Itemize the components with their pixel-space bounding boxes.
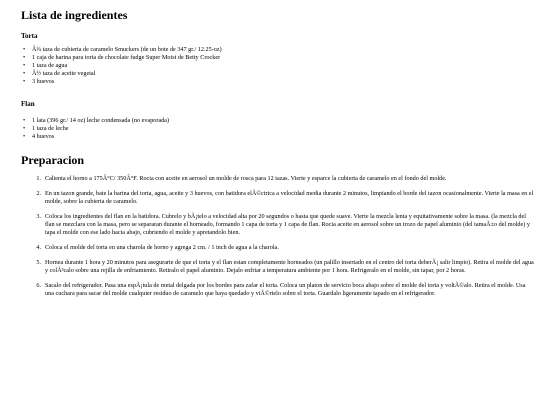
list-item: • Â½ taza de aceite vegetal xyxy=(21,70,521,78)
list-item: • 3 huevos xyxy=(21,78,521,86)
step-number: 6. xyxy=(36,282,41,289)
torta-ingredient-list xyxy=(21,46,521,86)
step-item xyxy=(21,190,540,206)
step-item xyxy=(21,244,540,252)
step-number: 5. xyxy=(36,259,41,266)
step-text: Hornea durante 1 hora y 20 minutos para asegurarte de que el torta y el flan estan completamente horneados (un palillo insertado en el centro del torta deberÃ¡ salir limpio). Retira el molde del agua y colÃ³calo sobre una rejilla de enfriamiento. Retiralo el papel aluminio. Dejalo enfriar a temperatura ambiente por 1 hora. Refrigeralo en el molde, sin tapar, por 2 horas. xyxy=(45,259,534,274)
step-number: 2. xyxy=(36,190,41,197)
step-text: Calienta el horno a 175Â°C/ 350Â°F. Rocia con aceite en aerosol un molde de rosca para 12 tazas. Vierte y esparce la cubierta de caramelo en el fondo del molde. xyxy=(45,175,447,182)
step-text: En un tazon grande, bate la harina del torta, agua, aceite y 3 huevos, con batidora elÃ©ctrica a velocidad media durante 2 minutos, limpiando el borde del tazon ocasionalmente. Vierte la masa en el molde, sobre la cubierta de caramelo. xyxy=(45,190,534,205)
list-item: • 1 caja de harina para torta de chocolate fudge Super Moist de Betty Crocker xyxy=(21,54,521,62)
list-item: • 1 lata (396 gr./ 14 oz) leche condensada (no evaporada) xyxy=(21,117,521,125)
list-item: • 1 taza de agua xyxy=(21,62,521,70)
step-text: Coloca el molde del torta en una charola de horno y agrega 2 cm. / 1 inch de agua a la charola. xyxy=(45,244,279,251)
step-number: 3. xyxy=(36,213,41,220)
page-title: Lista de ingredientes xyxy=(21,8,128,22)
list-item: • 1 taza de leche xyxy=(21,125,521,133)
preparacion-heading: Preparacion xyxy=(21,153,85,167)
step-text: Sacalo del refrigerador. Pasa una espÃ¡tula de metal delgada por los bordes para zafar el torta. Coloca un platon de servicio boca abajo sobre el molde del torta y voltÃ©alo. Retira el molde. Usa una cuchara para sacar del molde cualquier residuo de caramelo que haya quedado y viÃ©rtelo sobre el torta. Guardalo ligeramente tapado en el refrigerador. xyxy=(45,282,526,297)
preparacion-steps xyxy=(21,175,540,305)
flan-heading: Flan xyxy=(21,100,35,108)
step-item xyxy=(21,213,540,237)
step-number: 1. xyxy=(36,175,41,182)
torta-heading: Torta xyxy=(21,32,38,40)
step-item xyxy=(21,259,540,275)
list-item: • 4 huevos xyxy=(21,133,521,141)
step-item xyxy=(21,175,540,183)
flan-ingredient-list xyxy=(21,117,521,141)
step-text: Coloca los ingredientes del flan en la batidora. Cubrelo y bÃ¡telo a velocidad alta por 20 segundos o hasta que quede suave. Vierte la mezcla lenta y equitativamente sobre la masa. (la mezcla del flan se mezclara con la masa, pero se separaran durante el horneado, formando 1 capa de torta y 1 capa de flan. Rocia aceite en aerosol sobre un trozo de papel aluminio (del tamaÃ±o del molde) y tapa el molde con ese lado hacia abajo, cubriendo el molde y apretandolo bien. xyxy=(45,213,530,236)
step-item xyxy=(21,282,540,298)
step-number: 4. xyxy=(36,244,41,251)
list-item: • Â¾ taza de cubierta de caramelo Smuckers (de un bote de 347 gr./ 12.25-oz) xyxy=(21,46,521,54)
